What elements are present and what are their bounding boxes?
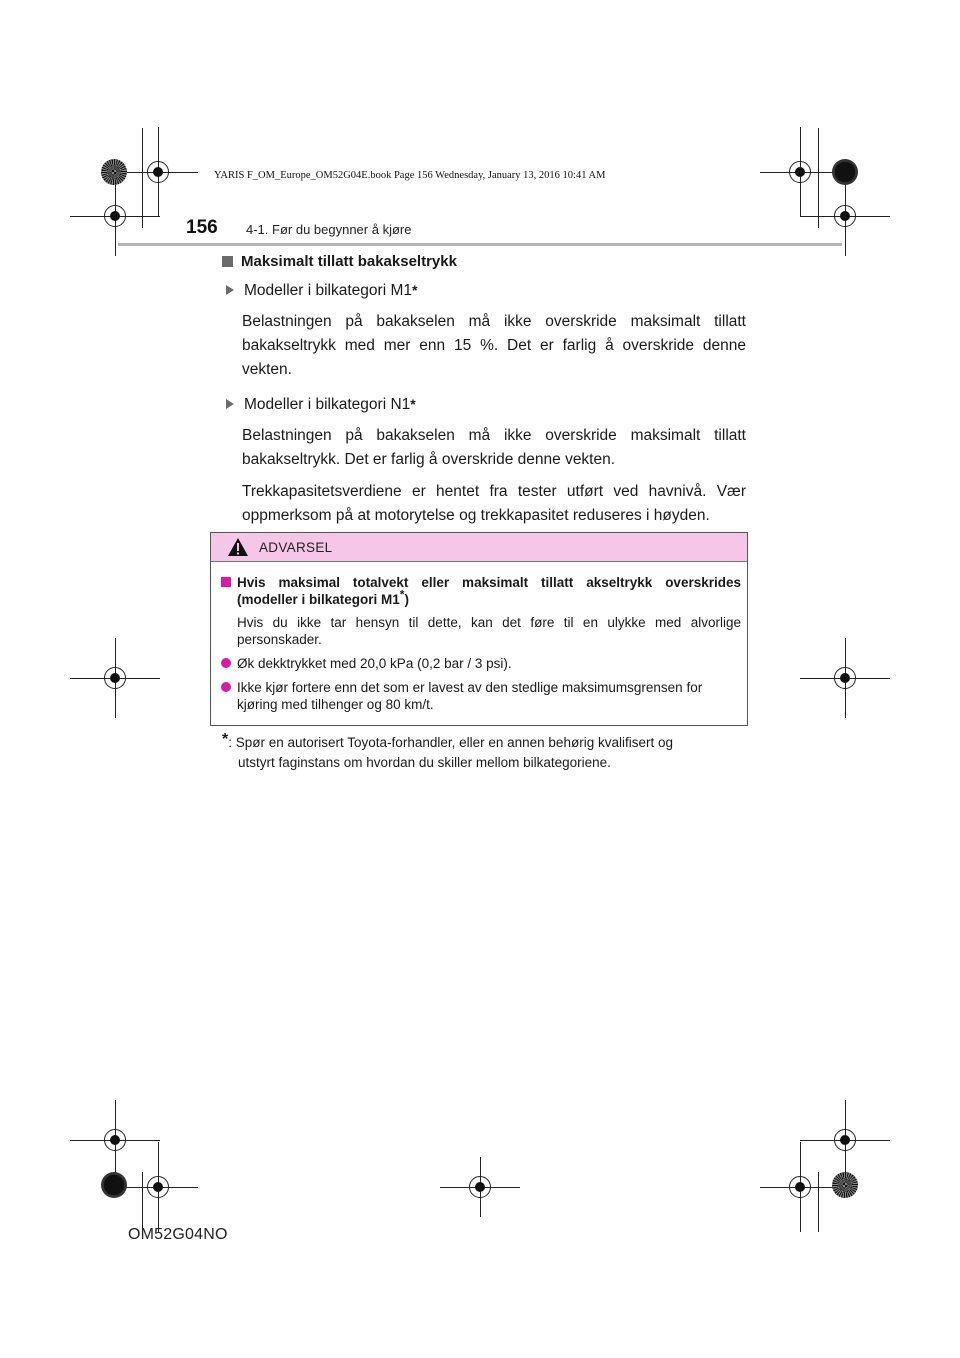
square-bullet-icon bbox=[222, 256, 233, 267]
footnote bbox=[222, 733, 746, 773]
warning-heading-text: Hvis maksimal totalvekt eller maksimalt tillatt akseltrykk overskrides (modeller i bilkategori M1 bbox=[237, 575, 741, 607]
warning-bullet bbox=[221, 679, 741, 713]
main-content bbox=[222, 253, 746, 536]
page-number: 156 bbox=[186, 217, 218, 238]
warning-body bbox=[211, 562, 747, 713]
trim-line bbox=[142, 1172, 143, 1232]
footnote-line-2: utstyrt faginstans om hvordan du skiller mellom bilkategoriene. bbox=[238, 755, 611, 770]
book-info: YARIS F_OM_Europe_OM52G04E.book Page 156 Wednesday, January 13, 2016 10:41 AM bbox=[214, 170, 606, 181]
color-target-icon bbox=[832, 159, 858, 185]
warning-icon bbox=[227, 537, 249, 557]
footnote-line-1: : Spør en autorisert Toyota-forhandler, eller en annen behørig kvalifisert og bbox=[228, 735, 673, 750]
warning-box bbox=[210, 532, 748, 726]
item-label: Modeller i bilkategori M1 bbox=[244, 282, 412, 299]
trim-line bbox=[818, 1172, 819, 1232]
document-code: OM52G04NO bbox=[128, 1226, 228, 1243]
warning-title: ADVARSEL bbox=[259, 539, 333, 555]
paragraph: Belastningen på bakakselen må ikke overskride maksimalt tillatt bakakseltrykk. Det er farlig å overskride denne vekten. bbox=[242, 427, 746, 468]
warning-heading bbox=[221, 574, 741, 608]
magenta-dot-bullet-icon bbox=[221, 682, 231, 692]
warning-text: Hvis du ikke tar hensyn til dette, kan det føre til en ulykke med alvorlige personskader. bbox=[237, 615, 741, 647]
triangle-bullet-icon bbox=[226, 399, 234, 409]
triangle-bullet-icon bbox=[226, 285, 234, 295]
color-target-icon bbox=[101, 159, 127, 185]
color-target-icon bbox=[832, 1172, 858, 1198]
paragraph: Trekkapasitetsverdiene er hentet fra tester utført ved havnivå. Vær oppmerksom på at motorytelse og trekkapasitet reduseres i høyden. bbox=[242, 483, 746, 524]
paragraph: Belastningen på bakakselen må ikke overskride maksimalt tillatt bakakseltrykk med mer enn 15 %. Det er farlig å overskride denne vekten. bbox=[242, 313, 746, 378]
trim-line bbox=[142, 128, 143, 228]
warning-bullet-text: Øk dekktrykket med 20,0 kPa (0,2 bar / 3 psi). bbox=[237, 656, 512, 671]
item-label: Modeller i bilkategori N1 bbox=[244, 396, 411, 413]
section-heading-text: Maksimalt tillatt bakakseltrykk bbox=[241, 253, 457, 270]
trim-line bbox=[818, 128, 819, 228]
list-item: Modeller i bilkategori N1 * bbox=[222, 396, 746, 414]
footnote-asterisk: * bbox=[222, 731, 229, 748]
warning-heading-close: ) bbox=[404, 592, 409, 607]
section-title: 4-1. Før du begynner å kjøre bbox=[246, 222, 412, 237]
magenta-dot-bullet-icon bbox=[221, 658, 231, 668]
color-target-icon bbox=[101, 1172, 127, 1198]
warning-bullet bbox=[221, 655, 741, 672]
asterisk-mark: * bbox=[399, 587, 405, 602]
magenta-square-bullet-icon bbox=[221, 577, 231, 587]
header-rule bbox=[118, 243, 842, 246]
section-heading bbox=[222, 253, 746, 270]
warning-header bbox=[211, 533, 747, 562]
warning-bullet-text: Ikke kjør fortere enn det som er lavest av den stedlige maksimumsgrensen for kjøring med tilhenger og 80 km/t. bbox=[237, 680, 703, 712]
list-item: Modeller i bilkategori M1 * bbox=[222, 282, 746, 300]
